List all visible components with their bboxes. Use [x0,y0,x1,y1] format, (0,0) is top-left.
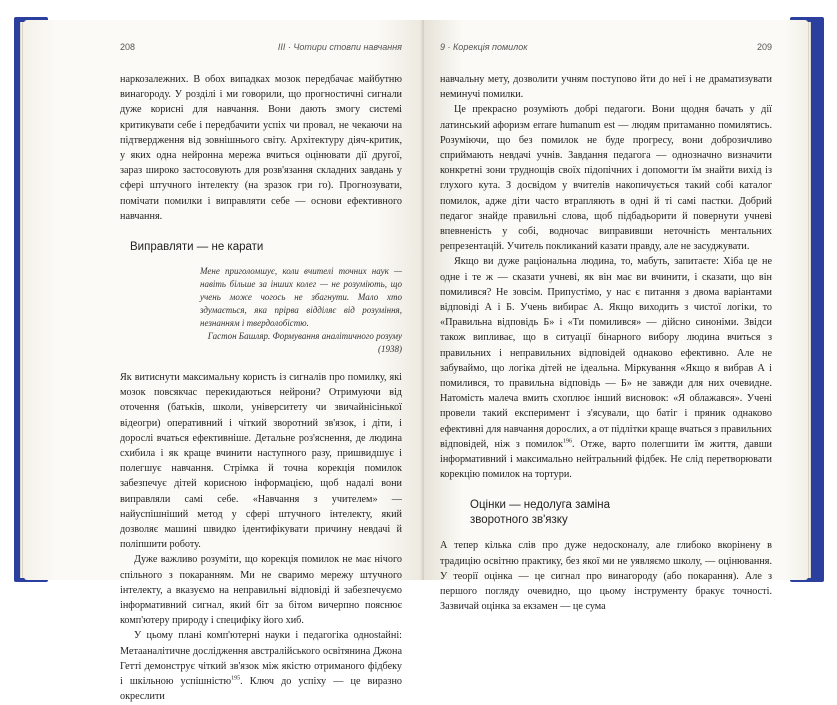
footnote-ref-196: 196 [562,438,572,445]
epigraph-source: Гастон Башляр. Формування аналітичного розуму (1938) [207,331,402,355]
right-paragraph-4: А тепер кілька слів про дуже недосконалу, але глибоко вкорінену в традицію освітню практику, без якої ми не уявляємо школу, — оцінювання. У теорії оцінка — це сигнал про винагороду (або покарання). Але з першого погляду очевидно, що цьому інструменту бракує точності. Зазвичай оцінка за екзамен — це сума [440,540,772,613]
left-page [24,20,424,703]
left-paragraph-1: наркозалежних. В обох випадках мозок передбачає майбутню винагороду. У розділі і ми говорили, що прогностичні сигнали дуже корисні для навчання. Вони дають змогу системі критикувати себе і передбачити успіх чи провал, не чекаючи на підтвердження від зовнішнього світу. Архітектуру діяч-критик, у яких одна нейронна мережа вчиться оцінювати дії другої, зараз широко застосовують для розв'язання складних завдань у сфері штучного інтелекту (на зразок гри го). Прогнозувати, помічати помилки і виправляти себе — основи ефективного навчання. [120,74,402,222]
left-running-title: III · Чотири стовпи навчання [277,42,402,52]
right-page-number: 209 [756,42,772,52]
epigraph: Мене приголомшує, коли вчителі точних наук — навіть більше за інших колег — не розуміють, що учень може чогось не збагнути. Мало хто здумається, яка прірва відділяє від розуміння, незнанням і твердолобістю. [200,266,402,329]
right-paragraph-3-end: . Отже, варто полегшити їм життя, давши інформативний і максимально нейтральний фідбек. Не слід перетворювати корекцію помилок на тортури. [440,438,773,481]
right-paragraph-3 [440,254,772,482]
left-paragraph-4 [120,628,402,704]
section-heading-correct-not-punish: Виправляти — не карати [130,241,264,254]
right-running-header [440,42,772,56]
right-paragraph-2: Це прекрасно розуміють добрі педагоги. Вони щодня бачать у дії латинський афоризм errare humanum est — людям притаманно помилятись. Розуміючи, що без помилок не буде прогресу, вони доброзичливо сприймають невдачі учнів. Завдання педагога — однозначно визначити конкретні зони труднощів своїх підопічних і допомогти їм знайти вихід із глухого кута. З досвідом у вчителів накопичується такий собі каталог помилок, адже діти часто втрапляють в одні й ті самі пастки. Добрий педагог знайде правильні слова, щоб підбадьорити й повернути учневі впевненість у собі, водночас виправивши неточність ментальних репрезентацій. Учитель покликаний казати правду, але не засуджувати. [440,104,772,253]
right-running-title: 9 · Корекція помилок [440,42,528,52]
left-page-number: 208 [120,42,136,52]
right-paragraph-3-text: Якщо ви дуже раціональна людина, то, мабуть, запитаєте: Хіба це не одне і те ж — сказати учневі, як він має ви вчинити, і сказати, що він помилився? Не зовсім. Припустімо, у нас є питання з двома варіантами відповіді А і Б. Учень вибирає А. Якщо виходить з чистої логіки, то «Правильна відповідь Б» і «Ти помилився» — дійсно синоніми. Звідси також випливає, що в ситуації бінарного вибору людина вчиться з правильних і неправильних відповідей однаково ефективно. Але не забуваймо, що логіка дітей не ідеальна. Міркування «Якщо я вибрав А і помилився, то правильна відповідь — Б» не завжди для них очевидне. Натомість малеча вмить схоплює інший висновок: «Я облажався». Учені провели такий експеримент і з'ясували, що батіг і пряник однаково ефективні для навчання дорослих, а от підлітки краще вчаться з правильних відповідей, ніж з помилок [440,256,772,450]
left-paragraph-4-end: . Ключ до успіху — це виразно окреслити [120,676,402,703]
left-running-header [120,42,402,56]
left-paragraph-4-text: У цьому плані комп'ютерні науки і педагогіка однostaйні: Метааналітичне дослідження австралійського освітянина Джона Гетті демонструє чіткий зв'язок між якістю отриманого фідбеку і шкільною успішністю [120,630,402,688]
left-paragraph-2: Як витиснути максимальну користь із сигналів про помилку, які мозок повсякчас перекидаються нейрони? Отримуючи від оточення (батьків, школи, університету чи звичайнісінької відеогри) оперативний і чіткий зворотний зв'язок, і діти, і дорослі вчаться ефективніше. Детальне роз'яснення, де людина схибила і як краще вчинити наступного разу, пришвидшує і полегшує навчання. Стрімка й точна корекція помилок забезпечує дітей корисною інформацією, щоб надалі вони виправляли самі себе. «Навчання з учителем» — найуспішніший метод у сфері штучного інтелекту, який дозволяє машині швидко ідентифікувати причину невдачі й поліпшити роботу. [120,372,402,551]
footnote-ref-195: 195 [231,675,241,682]
right-paragraph-1: навчальну мету, дозволити учням поступово йти до неї і не драматизувати неминучі помилки. [440,74,772,101]
section-heading-grades: Оцінки — недолуга заміна зворотного зв'язку [470,499,610,527]
right-page [424,20,808,613]
left-paragraph-3: Дуже важливо розуміти, що корекція помилок не має нічого спільного з покаранням. Ми не сваримо мережу штучного інтелекту, а вказуємо на неправильні відповіді й забезпечуємо інформативний сигнал, який біт за бітом вичерпно пояснює комп'ютеру природу і специфіку його хиб. [120,554,402,627]
